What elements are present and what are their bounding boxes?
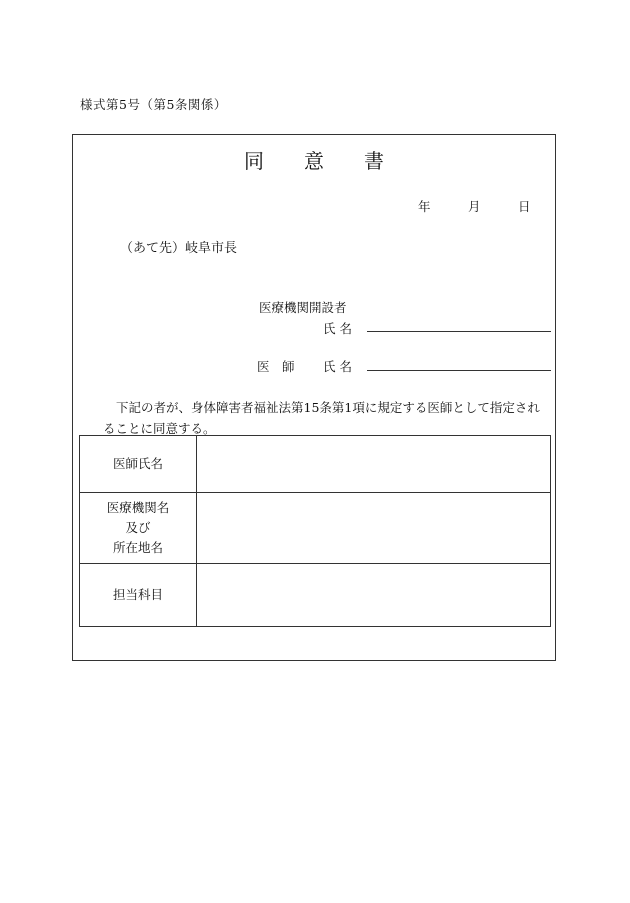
table-row (80, 564, 551, 627)
month-label: 月 (468, 199, 481, 214)
row-label: 医療機関名 (106, 500, 170, 515)
addressee: （あて先）岐阜市長 (120, 241, 238, 256)
founder-name-label: 氏 名 (323, 321, 352, 336)
consent-form-frame (72, 134, 556, 661)
row-label: 医師氏名 (112, 456, 163, 471)
title-char: 同 (244, 149, 264, 173)
title-char: 書 (364, 149, 384, 173)
consent-line-1: 下記の者が、身体障害者福祉法第15条第1項に規定する医師として指定され (116, 400, 540, 415)
document-title (73, 145, 555, 174)
doctor-name-label: 氏 名 (323, 359, 352, 374)
doctor-label: 医 師 (257, 359, 295, 374)
doctor-name-field[interactable] (367, 370, 551, 371)
details-table (79, 435, 551, 627)
table-row (80, 436, 551, 493)
title-char: 意 (304, 149, 324, 173)
form-number: 様式第5号（第5条関係） (80, 97, 227, 112)
row-label: 及び (125, 520, 151, 535)
doctor-name-cell[interactable] (197, 436, 551, 493)
institution-header (80, 493, 197, 564)
row-label: 所在地名 (112, 540, 163, 555)
day-label: 日 (518, 199, 531, 214)
year-label: 年 (418, 199, 431, 214)
institution-cell[interactable] (197, 493, 551, 564)
founder-label: 医療機関開設者 (259, 300, 347, 315)
subject-cell[interactable] (197, 564, 551, 627)
doctor-name-header (80, 436, 197, 493)
row-label: 担当科目 (112, 587, 163, 602)
consent-line-2: ることに同意する。 (103, 421, 216, 436)
consent-statement (103, 397, 540, 439)
table-row (80, 493, 551, 564)
subject-header (80, 564, 197, 627)
founder-name-field[interactable] (367, 331, 551, 332)
